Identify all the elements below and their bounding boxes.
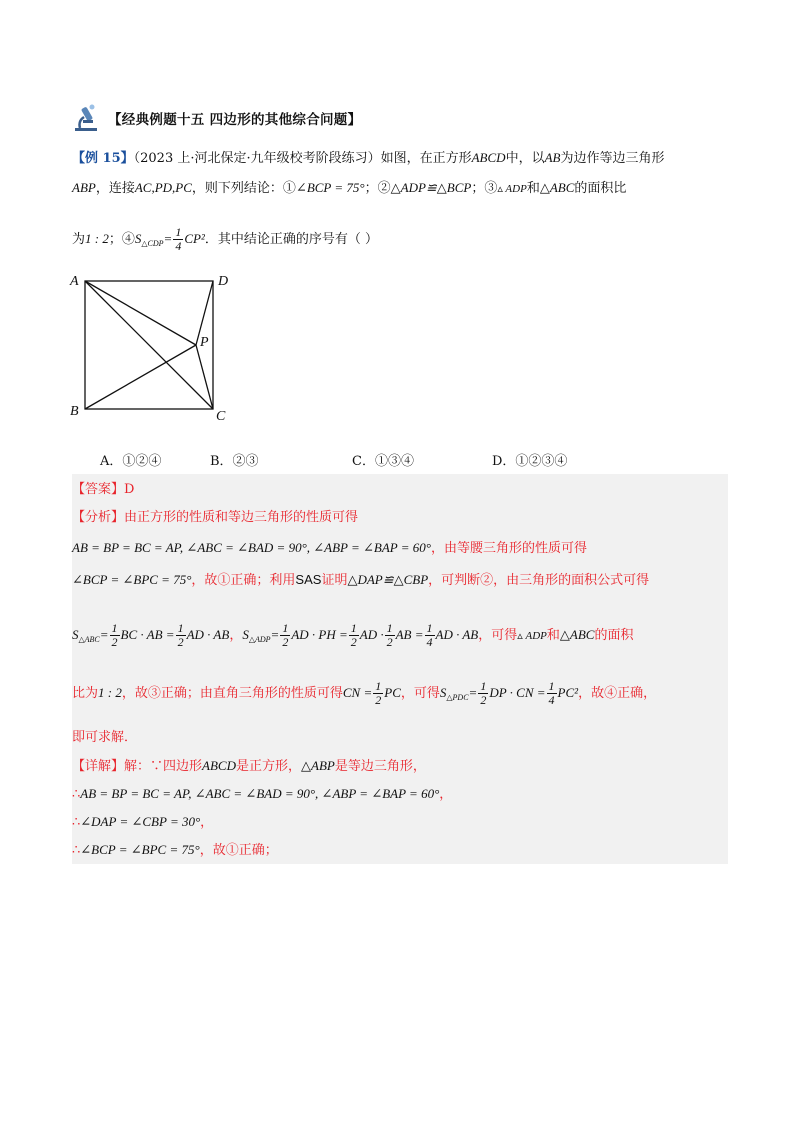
fraction: $\frac{1}{2}$ [386,621,393,649]
detail-text: ， [200,815,214,830]
conclusion-3a: ▵ ADP [497,183,527,195]
analysis-text: 由正方形的性质和等边三角形的性质可得 [124,510,359,525]
detail-line-2 [72,784,452,805]
analysis-math: AB = BP = BC = AP, ∠ABC = ∠BAD = 90°, ∠ABP = ∠BAP = 60° [72,540,431,555]
sas: SAS [295,572,322,587]
problem-line-2 [72,178,626,199]
label-p: P [200,335,209,350]
label-a: A [70,274,79,289]
conclusion-3b: △ABC [539,180,575,195]
analysis-line-3 [72,570,649,591]
square-name: ABCD [202,758,236,773]
analysis-text: ，故③正确；由直角三角形的性质可得 [121,686,343,701]
conclusion-2: △ADP≌△BCP [390,180,472,195]
problem-line-3 [72,226,378,254]
choice-c[interactable]: C．①③④ [352,454,414,469]
fraction: $\frac{1}{2}$ [282,621,289,649]
analysis-math: PC [384,685,401,700]
fraction: $\frac{1}{2}$ [480,679,487,707]
analysis-text: ， [229,628,243,643]
analysis-math: AD · [359,627,384,642]
fraction: $\frac{1}{2}$ [111,621,118,649]
segments: AC,PD,PC [134,180,192,195]
detail-text: 解：∵四边形 [124,759,203,774]
analysis-text: 的面积 [594,628,634,643]
problem-line-1 [72,148,664,169]
analysis-math: DP · CN = [489,685,546,700]
problem-text: 中，以 [505,151,545,166]
triangle-abc: △ABC [559,627,595,642]
area-symbol: S [72,627,79,642]
area-subscript: △CDP [141,239,164,248]
analysis-text: ，由等腰三角形的性质可得 [431,541,588,556]
area-subscript: △ABC [78,635,100,644]
analysis-math: ∠BCP = ∠BPC = 75° [72,572,192,587]
analysis-text: ，可判断②，由三角形的面积公式可得 [428,573,650,588]
area-subscript: △ADP [248,635,271,644]
ratio: 1 : 2 [85,231,109,246]
equals: = [270,627,280,642]
problem-text: ，连接 [95,181,135,196]
label-b: B [70,404,79,419]
answer-value: D [124,482,135,497]
problem-source: （2023 上·河北保定·九年级校考阶段练习）如图，在正方形 [133,151,472,166]
fraction: $\frac{1}{4}$ [175,225,182,253]
problem-question: ．其中结论正确的序号有（ ） [204,232,378,247]
choice-d[interactable]: D．①②③④ [492,454,568,469]
solution-panel [72,474,728,864]
detail-text: ， [439,787,453,802]
problem-text: 为边作等边三角形 [560,151,665,166]
triangle-abp: ABP [72,180,96,195]
conclusion-1: ∠BCP = 75° [295,180,365,195]
analysis-text: 证明 [321,573,348,588]
analysis-label: 【分析】 [72,510,125,525]
segment-ap [85,281,196,345]
analysis-math: AB = [395,627,424,642]
problem-text: ，则下列结论：① [191,181,296,196]
analysis-math: BC · AB = [120,627,175,642]
detail-text: 是等边三角形， [334,759,426,774]
fraction: $\frac{1}{2}$ [350,621,357,649]
analysis-math: PC² [557,685,579,700]
analysis-math: AD · AB [186,627,230,642]
therefore-symbol: ∴ [72,787,81,802]
analysis-text: ，故④正确， [578,686,657,701]
segment-ac [85,281,213,409]
fraction: $\frac{1}{2}$ [177,621,184,649]
therefore-symbol: ∴ [72,815,81,830]
ratio: 1 : 2 [98,685,122,700]
analysis-line-1 [72,508,358,528]
label-c: C [216,409,226,424]
microscope-icon [72,103,102,133]
area-subscript: △PDC [446,693,469,702]
analysis-line-4 [72,622,634,650]
choice-a[interactable]: A．①②④ [100,454,162,469]
analysis-text: ，可得 [478,628,518,643]
analysis-text: ，可得 [400,686,440,701]
problem-text: ；④ [108,232,135,247]
section-heading [72,100,361,136]
geometry-figure [60,268,240,428]
detail-line-1 [72,756,426,777]
side-ab: AB [544,150,561,165]
detail-text: 是正方形， [235,759,301,774]
equals: = [99,627,109,642]
analysis-text: ，故①正确；利用 [191,573,296,588]
analysis-math: AD · AB [435,627,479,642]
triangle-abp: △ABP [301,758,335,773]
analysis-text: 比为 [72,686,99,701]
detail-math: ∠DAP = ∠CBP = 30° [80,814,201,829]
problem-text: 和 [526,181,540,196]
area-symbol: S [242,627,249,642]
detail-math: AB = BP = BC = AP, ∠ABC = ∠BAD = 90°, ∠ABP = ∠BAP = 60° [80,786,440,801]
answer-line [72,480,134,500]
choice-b[interactable]: B．②③ [210,454,259,469]
label-d: D [218,274,229,289]
detail-line-3 [72,812,213,833]
square-name: ABCD [471,150,506,165]
answer-label: 【答案】 [72,482,125,497]
segment-bp [85,345,196,409]
detail-label: 【详解】 [72,759,125,774]
fraction: $\frac{1}{2}$ [375,679,382,707]
problem-text: ；③ [471,181,498,196]
analysis-line-5 [72,680,656,708]
analysis-line-6 [72,728,137,748]
analysis-text: 和 [546,628,560,643]
cp-squared: CP² [184,231,205,246]
fraction: $\frac{1}{4}$ [548,679,555,707]
equals: = [468,685,478,700]
problem-text: ；② [364,181,391,196]
problem-text: 为 [72,232,86,247]
detail-text: ，故①正确； [199,843,278,858]
problem-text: 的面积比 [574,181,627,196]
analysis-math: CN = [342,685,373,700]
analysis-math: △DAP≌△CBP [347,572,429,587]
analysis-line-2 [72,538,587,559]
therefore-symbol: ∴ [72,843,81,858]
equals: = [163,231,173,246]
heading-title: 【经典例题十五 四边形的其他综合问题】 [108,112,362,128]
detail-line-4 [72,840,278,861]
area-symbol: S [439,685,447,700]
triangle-adp: ▵ ADP [517,630,547,642]
problem-label: 【例 15】 [72,151,134,166]
detail-math: ∠BCP = ∠BPC = 75° [80,842,200,857]
segment-pc [196,345,213,409]
area-symbol: S [134,231,142,246]
fraction: $\frac{1}{4}$ [426,621,433,649]
analysis-text: 即可求解． [72,730,138,745]
analysis-math: AD · PH = [291,627,348,642]
